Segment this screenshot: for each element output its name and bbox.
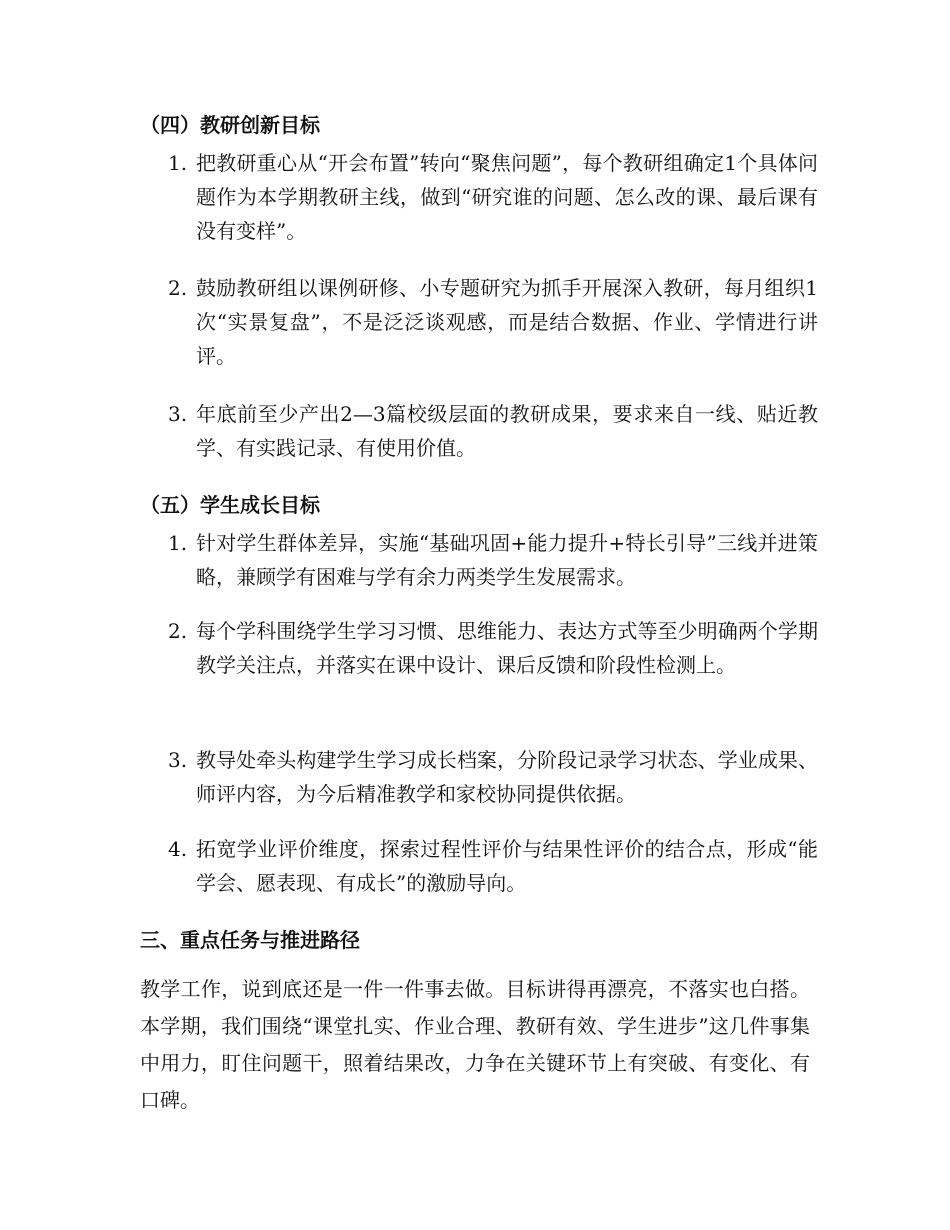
list-item-number: 4. <box>168 837 188 861</box>
list-item-number: 3. <box>168 402 188 426</box>
list-item-text: 把教研重心从“开会布置”转向“聚焦问题”，每个教研组确定1个具体问题作为本学期教研主线，做到“研究谁的问题、怎么改的课、最后课有没有变样”。 <box>196 151 818 243</box>
list-item-text: 每个学科围绕学生学习习惯、思维能力、表达方式等至少明确两个学期教学关注点，并落实在课中设计、课后反馈和阶段性检测上。 <box>196 619 818 677</box>
list-item <box>168 614 818 682</box>
list-item <box>168 397 818 465</box>
list-item-number: 2. <box>168 276 188 300</box>
list-item-number: 1. <box>168 531 188 555</box>
list-item <box>168 146 818 248</box>
list-item <box>168 832 818 900</box>
list-item-number: 3. <box>168 748 188 772</box>
section-heading-3: 三、重点任务与推进路径 <box>140 928 360 952</box>
list-item-number: 1. <box>168 151 188 175</box>
section-heading-4: （四）教研创新目标 <box>140 113 320 137</box>
list-item <box>168 743 818 811</box>
list-item-text: 教导处牵头构建学生学习成长档案，分阶段记录学习状态、学业成果、师评内容，为今后精准教学和家校协同提供依据。 <box>196 748 818 806</box>
list-item <box>168 526 818 594</box>
list-item <box>168 271 818 373</box>
body-paragraph: 教学工作，说到底还是一件一件事去做。目标讲得再漂亮，不落实也白搭。本学期，我们围绕“课堂扎实、作业合理、教研有效、学生进步”这几件事集中用力，盯住问题干，照着结果改，力争在关键环节上有突破、有变化、有口碑。 <box>140 977 810 1112</box>
list-item-number: 2. <box>168 619 188 643</box>
list-item-text: 拓宽学业评价维度，探索过程性评价与结果性评价的结合点，形成“能学会、愿表现、有成长”的激励导向。 <box>196 837 818 895</box>
list-item-text: 鼓励教研组以课例研修、小专题研究为抓手开展深入教研，每月组织1次“实景复盘”，不是泛泛谈观感，而是结合数据、作业、学情进行讲评。 <box>196 276 818 368</box>
list-item-text: 年底前至少产出2—3篇校级层面的教研成果，要求来自一线、贴近教学、有实践记录、有使用价值。 <box>196 402 818 460</box>
list-item-text: 针对学生群体差异，实施“基础巩固+能力提升+特长引导”三线并进策略，兼顾学有困难与学有余力两类学生发展需求。 <box>196 531 818 589</box>
section-heading-5: （五）学生成长目标 <box>140 493 320 517</box>
